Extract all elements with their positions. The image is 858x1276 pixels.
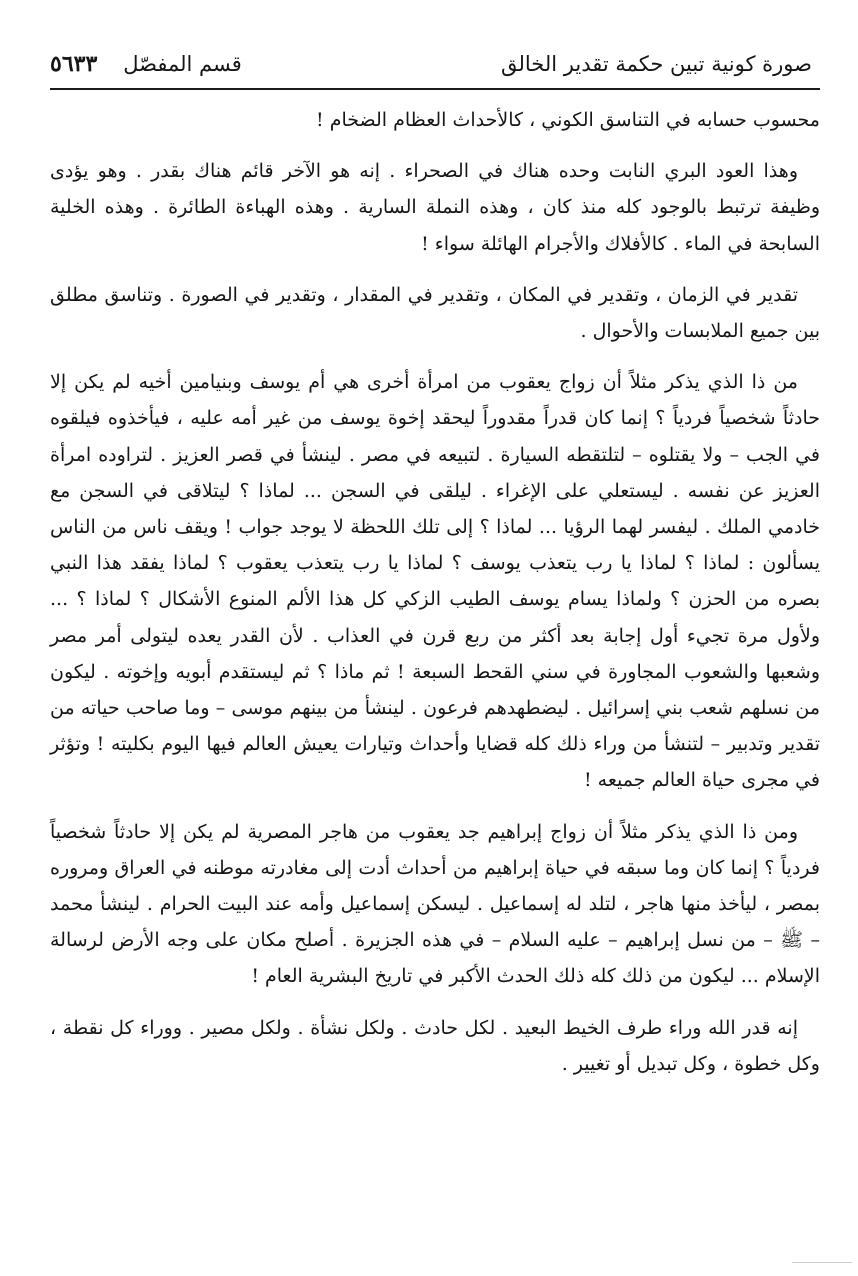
page-number: ٥٦٣٣ bbox=[50, 51, 98, 77]
running-title: صورة كونية تبين حكمة تقدير الخالق bbox=[501, 52, 812, 76]
paragraph-5: ومن ذا الذي يذكر مثلاً أن زواج إبراهيم جد يعقوب من هاجر المصرية لم يكن إلا حادثاً شخصياً فردياً ؟ إنما كان وما سبقه في حياة إبراهيم من أحداث أدت إلى مغادرته موطنه في العراق ومروره بمصر ، ليأخذ منها هاجر ، لتلد له إسماعيل . ليسكن إسماعيل وأمه عند البيت الحرام . لينشأ محمد – ﷺ – من نسل إبراهيم – عليه السلام – في هذه الجزيرة . أصلح مكان على وجه الأرض لرسالة الإسلام ... ليكون من ذلك كله ذلك الحدث الأكبر في تاريخ البشرية العام ! bbox=[50, 820, 820, 988]
paragraph-4: من ذا الذي يذكر مثلاً أن زواج يعقوب من امرأة أخرى هي أم يوسف وبنيامين أخيه لم يكن إلا حادثاً شخصياً فردياً ؟ إنما كان قدراً مقدوراً ليحقد إخوة يوسف من غير أمه عليه ، فيأخذوه فيلقوه في الجب – ولا يقتلوه – لتلتقطه السيارة . لتبيعه في مصر . لينشأ في قصر العزيز . لتراوده امرأة العزيز عن نفسه . ليستعلي على الإغراء . ليلقى في السجن ... لماذا ؟ ليتلاقى في السجن مع خادمي الملك . ليفسر لهما الرؤيا ... لماذا ؟ إلى تلك اللحظة لا يوجد جواب ! ويقف ناس من الناس يسألون : لماذا ؟ لماذا يا رب يتعذب يوسف ؟ لماذا يا رب يتعذب يعقوب ؟ لماذا يفقد هذا النبي بصره من الحزن ؟ ولماذا يسام يوسف الطيب الزكي كل هذا الألم المنوع الأشكال ؟ لماذا ؟ ... ولأول مرة تجيء أول إجابة بعد أكثر من ربع قرن في العذاب . لأن القدر يعده ليتولى أمر مصر وشعبها والشعوب المجاورة في سني القحط السبعة ! ثم ماذا ؟ ثم ليستقدم أبويه وإخوته . ليكون من نسلهم شعب بني إسرائيل . ليضطهدهم فرعون . لينشأ من بينهم موسى – وما صاحب حياته من تقدير وتدبير – لتنشأ من وراء ذلك كله قضايا وأحداث وتيارات يعيش العالم فيها اليوم بكليته ! وتؤثر في مجرى حياة العالم جميعه ! bbox=[50, 371, 820, 792]
paragraph-6: إنه قدر الله وراء طرف الخيط البعيد . لكل حادث . ولكل نشأة . ولكل مصير . ووراء كل نقطة ، وكل خطوة ، وكل تبديل أو تغيير . bbox=[50, 1016, 820, 1075]
paragraph-3: تقدير في الزمان ، وتقدير في المكان ، وتقدير في المقدار ، وتقدير في الصورة . وتناسق مطلق بين جميع الملابسات والأحوال . bbox=[50, 283, 820, 343]
scan-edge-mark bbox=[792, 1262, 852, 1263]
header-left-group bbox=[50, 44, 242, 84]
page-body bbox=[50, 90, 820, 1082]
paragraph-1: محسوب حسابه في التناسق الكوني ، كالأحداث العظام الضخام ! bbox=[316, 109, 820, 131]
book-page bbox=[50, 44, 820, 1097]
section-name: قسم المفصّل bbox=[123, 52, 242, 76]
page-header bbox=[50, 44, 820, 90]
paragraph-2: وهذا العود البري النابت وحده هناك في الصحراء . إنه هو الآخر قائم هناك بقدر . وهو يؤدى وظيفة ترتبط بالوجود كله منذ كان ، وهذه النملة السارية . وهذه الهباءة الطائرة . وهذه الخلية السابحة في الماء . كالأفلاك والأجرام الهائلة سواء ! bbox=[50, 160, 820, 255]
